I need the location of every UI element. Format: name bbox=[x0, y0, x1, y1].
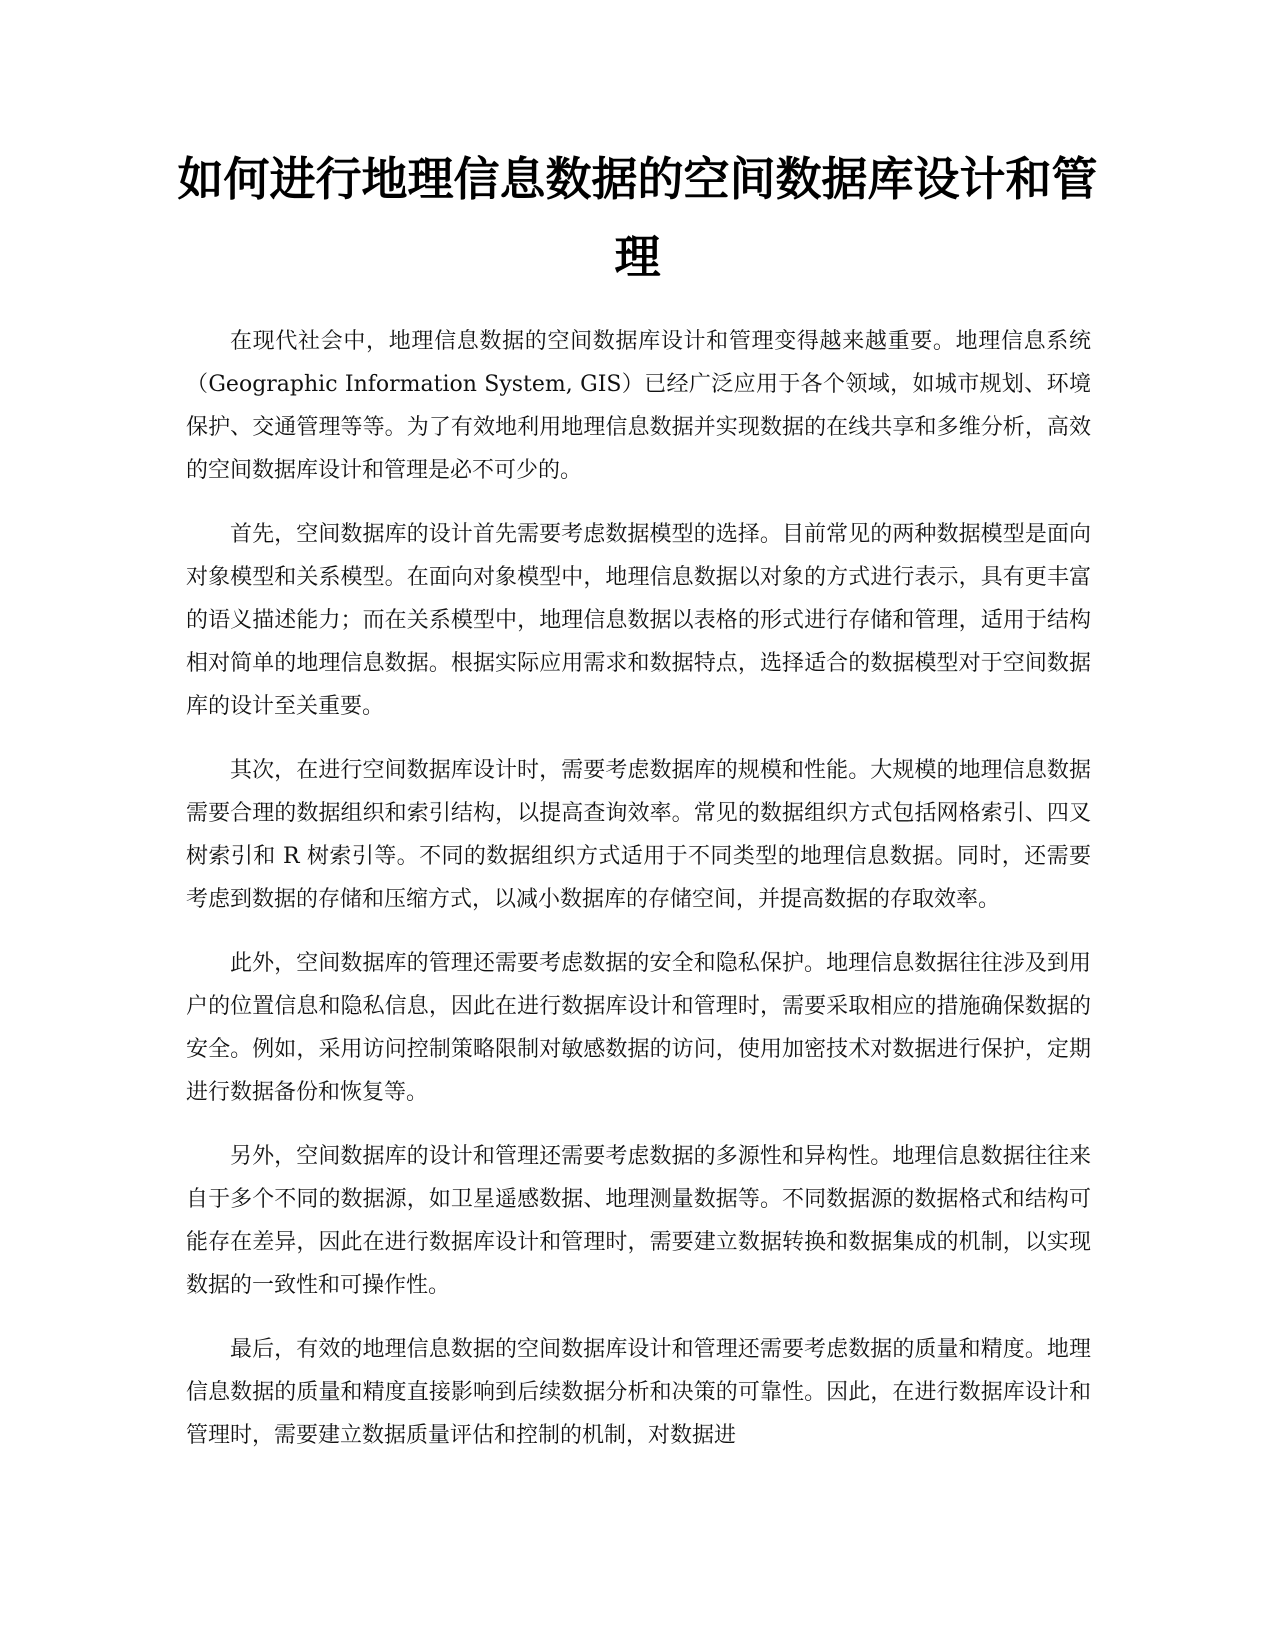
paragraph-intro: 在现代社会中，地理信息数据的空间数据库设计和管理变得越来越重要。地理信息系统（Geographic Information System, GIS）已经广泛应用于各个领域，如城市规划、环境保护、交通管理等等。为了有效地利用地理信息数据并实现数据的在线共享和多维分析，高效的空间数据库设计和管理是必不可少的。 bbox=[186, 329, 1091, 483]
paragraph-data-model: 首先，空间数据库的设计首先需要考虑数据模型的选择。目前常见的两种数据模型是面向对象模型和关系模型。在面向对象模型中，地理信息数据以对象的方式进行表示，具有更丰富的语义描述能力；而在关系模型中，地理信息数据以表格的形式进行存储和管理，适用于结构相对简单的地理信息数据。根据实际应用需求和数据特点，选择适合的数据模型对于空间数据库的设计至关重要。 bbox=[186, 522, 1091, 719]
document-title: 如何进行地理信息数据的空间数据库设计和管理 bbox=[177, 152, 1098, 284]
paragraph-quality-precision: 最后，有效的地理信息数据的空间数据库设计和管理还需要考虑数据的质量和精度。地理信息数据的质量和精度直接影响到后续数据分析和决策的可靠性。因此，在进行数据库设计和管理时，需要建立数据质量评估和控制的机制，对数据进 bbox=[186, 1337, 1091, 1448]
paragraph-security-privacy: 此外，空间数据库的管理还需要考虑数据的安全和隐私保护。地理信息数据往往涉及到用户的位置信息和隐私信息，因此在进行数据库设计和管理时，需要采取相应的措施确保数据的安全。例如，采用访问控制策略限制对敏感数据的访问，使用加密技术对数据进行保护，定期进行数据备份和恢复等。 bbox=[186, 951, 1091, 1105]
paragraph-scale-performance: 其次，在进行空间数据库设计时，需要考虑数据库的规模和性能。大规模的地理信息数据需要合理的数据组织和索引结构，以提高查询效率。常见的数据组织方式包括网格索引、四叉树索引和 R 树索引等。不同的数据组织方式适用于不同类型的地理信息数据。同时，还需要考虑到数据的存储和压缩方式，以减小数据库的存储空间，并提高数据的存取效率。 bbox=[186, 758, 1091, 912]
paragraph-heterogeneity: 另外，空间数据库的设计和管理还需要考虑数据的多源性和异构性。地理信息数据往往来自于多个不同的数据源，如卫星遥感数据、地理测量数据等。不同数据源的数据格式和结构可能存在差异，因此在进行数据库设计和管理时，需要建立数据转换和数据集成的机制，以实现数据的一致性和可操作性。 bbox=[186, 1144, 1091, 1298]
document-body bbox=[186, 320, 1091, 1478]
